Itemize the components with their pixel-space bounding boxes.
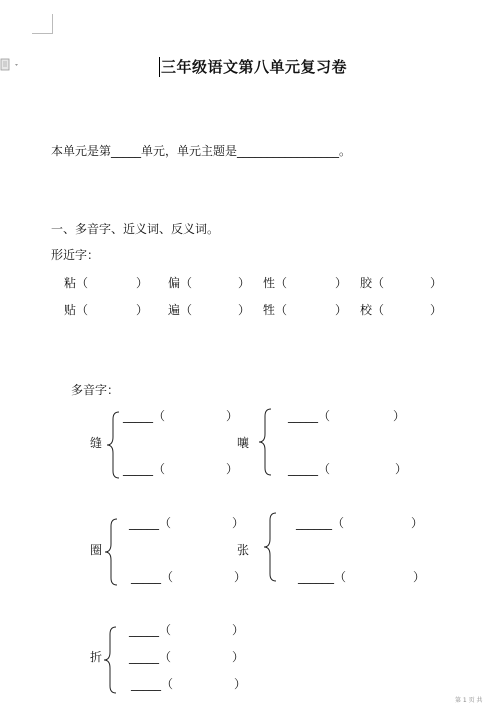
xingjin-char-1: 粘（ bbox=[64, 276, 89, 290]
zhang-blank-2[interactable]: ______（ bbox=[298, 570, 347, 584]
zhe-blank-2[interactable]: _____（ bbox=[129, 650, 172, 664]
xingjin-char-6: 遍（ bbox=[168, 303, 193, 317]
duoyin-char-zhe: 折 bbox=[90, 650, 103, 664]
zhe-close-1: ） bbox=[232, 623, 245, 637]
xingjin-close-6: ） bbox=[238, 303, 251, 317]
rang-blank-2[interactable]: _____（ bbox=[288, 462, 331, 476]
intro-end: 。 bbox=[339, 144, 352, 158]
zhe-blank-1[interactable]: _____（ bbox=[129, 623, 172, 637]
xingjin-close-7: ） bbox=[335, 303, 348, 317]
xingjin-close-2: ） bbox=[238, 276, 251, 290]
zhang-close-2: ） bbox=[413, 570, 426, 584]
document-icon bbox=[0, 58, 22, 72]
zhe-blank-3[interactable]: _____（ bbox=[131, 677, 174, 691]
quan-close-2: ） bbox=[234, 570, 247, 584]
xingjin-char-5: 贴（ bbox=[64, 303, 89, 317]
xingjin-close-3: ） bbox=[335, 276, 348, 290]
xingjin-close-8: ） bbox=[430, 303, 443, 317]
brace-zhe bbox=[103, 626, 117, 694]
zhang-close-1: ） bbox=[411, 516, 424, 530]
section-heading: 一、多音字、近义词、反义词。 bbox=[51, 222, 220, 236]
brace-zhang bbox=[263, 512, 277, 582]
duoyin-label: 多音字： bbox=[71, 383, 120, 397]
xingjin-close-5: ） bbox=[136, 303, 149, 317]
rang-blank-1[interactable]: _____（ bbox=[288, 409, 331, 423]
quan-close-1: ） bbox=[232, 516, 245, 530]
xingjin-close-4: ） bbox=[430, 276, 443, 290]
duoyin-char-quan: 圈 bbox=[90, 543, 103, 557]
duoyin-char-rang: 嚷 bbox=[237, 436, 250, 450]
feng-blank-1[interactable]: _____（ bbox=[123, 409, 166, 423]
page-footer: 第 1 页 共 bbox=[455, 697, 483, 704]
feng-blank-2[interactable]: _____（ bbox=[123, 462, 166, 476]
unit-number-blank[interactable]: _____ bbox=[111, 144, 142, 158]
feng-close-1: ） bbox=[226, 409, 239, 423]
zhe-close-2: ） bbox=[232, 650, 245, 664]
zhe-close-3: ） bbox=[234, 677, 247, 691]
rang-close-2: ） bbox=[395, 462, 408, 476]
duoyin-char-zhang: 张 bbox=[237, 543, 250, 557]
xingjin-char-8: 校（ bbox=[360, 303, 385, 317]
quan-blank-2[interactable]: _____（ bbox=[131, 570, 174, 584]
xingjin-char-4: 胶（ bbox=[360, 276, 385, 290]
brace-rang bbox=[258, 408, 272, 476]
zhang-blank-1[interactable]: ______（ bbox=[296, 516, 345, 530]
xingjin-char-7: 牲（ bbox=[263, 303, 288, 317]
quan-blank-1[interactable]: _____（ bbox=[129, 516, 172, 530]
duoyin-char-feng: 缝 bbox=[90, 436, 103, 450]
intro-line bbox=[51, 144, 351, 158]
xingjin-char-2: 偏（ bbox=[168, 276, 193, 290]
brace-quan bbox=[104, 518, 118, 586]
page-title[interactable]: 三年级语文第八单元复习卷 bbox=[161, 58, 348, 76]
page-corner-mark bbox=[32, 14, 53, 34]
rang-close-1: ） bbox=[393, 409, 406, 423]
brace-feng bbox=[106, 411, 120, 479]
xingjin-label: 形近字： bbox=[51, 248, 100, 262]
text-cursor bbox=[159, 57, 160, 77]
xingjin-char-3: 性（ bbox=[263, 276, 288, 290]
intro-text-2: 单元，单元主题是 bbox=[141, 144, 238, 158]
unit-theme-blank[interactable]: _________________ bbox=[237, 144, 340, 158]
intro-text-1: 本单元是第 bbox=[51, 144, 112, 158]
xingjin-close-1: ） bbox=[136, 276, 149, 290]
feng-close-2: ） bbox=[226, 462, 239, 476]
